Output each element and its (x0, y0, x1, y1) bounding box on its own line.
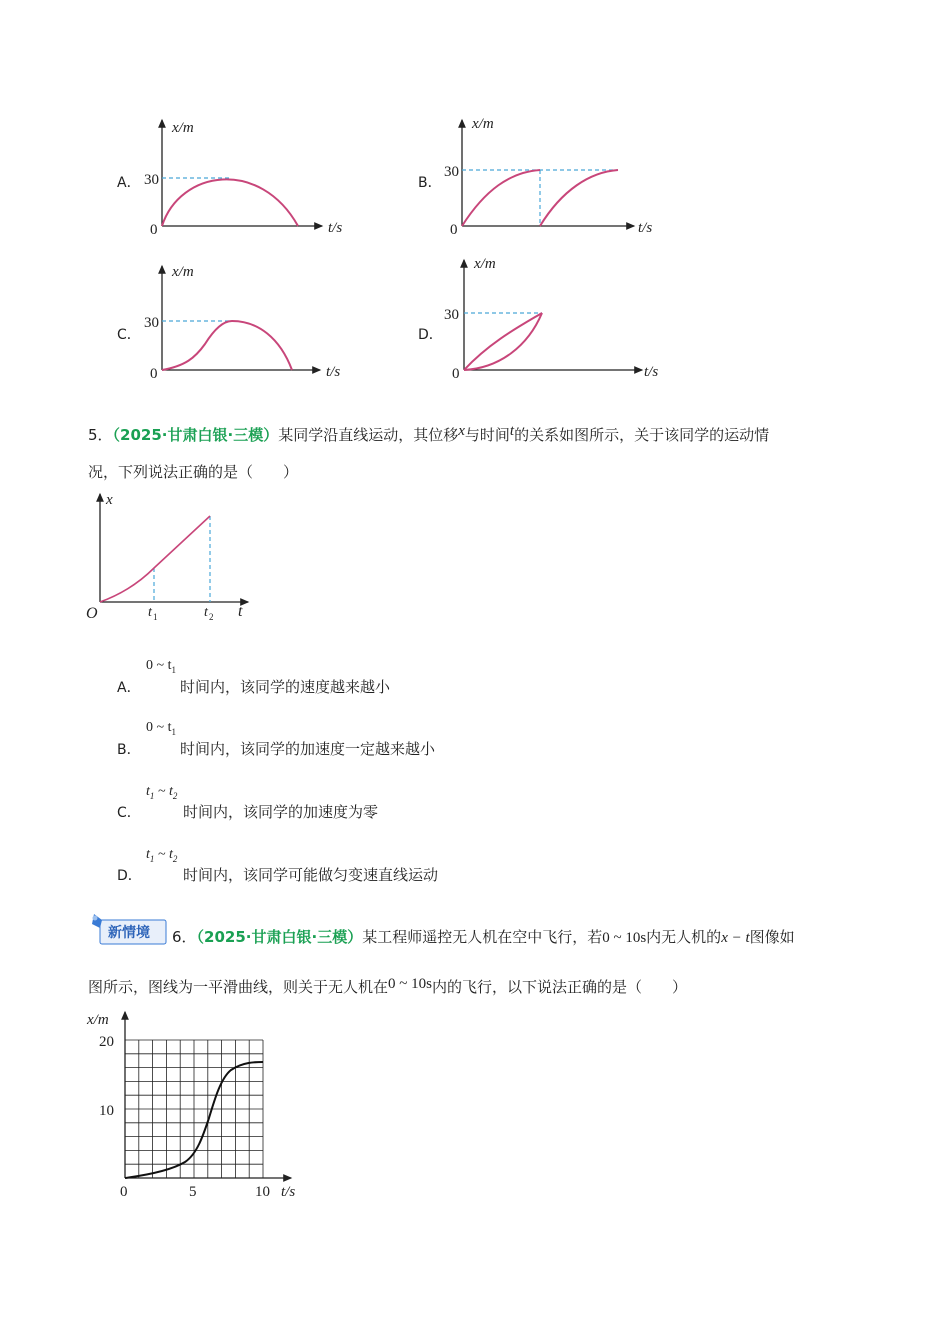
ytick-20: 20 (99, 1034, 114, 1050)
origin: 0 (150, 222, 158, 238)
xtick-5: 5 (189, 1184, 197, 1200)
q5-option-a-range: 0 ~ $t_1$ (146, 658, 176, 675)
q5-option-a-text: 时间内，该同学的速度越来越小 (180, 678, 391, 696)
q4-graph-a (140, 110, 360, 240)
curve (162, 179, 298, 226)
q5-var-x: x (458, 423, 465, 439)
q5-text-b: 与时间 (464, 426, 510, 444)
q4-graph-c (140, 258, 360, 388)
ylabel: x/m (87, 1012, 109, 1028)
ytick-10: 10 (99, 1103, 114, 1119)
curve (100, 516, 210, 602)
q5-var-t: t (509, 423, 515, 439)
q5-number: 5． (88, 426, 113, 444)
new-context-badge (88, 912, 168, 946)
ytick: 30 (144, 172, 159, 188)
q6-source: （2025·甘肃白银·三模） (196, 928, 363, 946)
q6-range: 0 ~ 10s (602, 930, 647, 946)
grid (125, 1040, 263, 1178)
q5-option-a-letter: A． (117, 680, 141, 696)
q5-stem-line1 (88, 424, 769, 447)
q6-xt: x − t (721, 930, 750, 946)
ytick: 30 (144, 315, 159, 331)
option-b-letter[interactable]: B． (418, 175, 442, 191)
xtick-10: 10 (255, 1184, 270, 1200)
t2-label: t (204, 605, 208, 620)
ylabel: x/m (472, 116, 494, 132)
q5-text-c: 的关系如图所示，关于该同学的运动情 (514, 426, 770, 444)
ylabel: x/m (474, 256, 496, 272)
ylabel: x/m (172, 264, 194, 280)
q5-option-c-letter: C． (117, 805, 141, 821)
q6-stem-line1 (172, 926, 795, 949)
q6-text-c: 图像如 (749, 928, 795, 946)
ylabel: x/m (172, 120, 194, 136)
origin: O (86, 605, 98, 622)
curve (162, 321, 292, 370)
q6-text-a: 某工程师遥控无人机在空中飞行，若 (362, 928, 603, 946)
xlabel: t/s (281, 1184, 296, 1200)
q5-option-d-range: $t_1$ ~ $t_2$ (146, 847, 178, 864)
curve-1 (462, 170, 540, 226)
option-c-letter[interactable]: C． (117, 327, 141, 343)
q4-graph-b (440, 110, 670, 240)
origin: 0 (150, 366, 158, 382)
t2-sub: 2 (209, 612, 214, 622)
q5-stem-line2: 况，下列说法正确的是（ ） (88, 463, 299, 481)
q5-source: （2025·甘肃白银·三模） (112, 426, 279, 444)
xlabel: t (238, 603, 243, 620)
t1-label: t (148, 605, 152, 620)
t1-sub: 1 (153, 612, 158, 622)
xlabel: t/s (644, 364, 659, 380)
q6-line2-b: 内的飞行，以下说法正确的是（ ） (431, 978, 687, 996)
ylabel: x (106, 492, 113, 508)
q5-option-b-text: 时间内，该同学的加速度一定越来越小 (180, 740, 436, 758)
option-d-letter[interactable]: D． (418, 327, 443, 343)
q6-text-b: 内无人机的 (646, 928, 722, 946)
q5-option-c-text: 时间内，该同学的加速度为零 (183, 803, 379, 821)
ytick: 30 (444, 307, 459, 323)
q6-graph (85, 1006, 315, 1206)
q5-option-d-text: 时间内，该同学可能做匀变速直线运动 (183, 866, 439, 884)
q5-option-b-letter: B． (117, 742, 141, 758)
curve-2 (540, 170, 618, 226)
xlabel: t/s (326, 364, 341, 380)
ytick: 30 (444, 164, 459, 180)
option-a-letter[interactable]: A． (117, 175, 141, 191)
xlabel: t/s (328, 220, 343, 236)
q6-line2-range: 0 ~ 10s (388, 976, 432, 992)
origin: 0 (450, 222, 458, 238)
q6-stem-line2 (88, 976, 687, 999)
q5-graph (80, 488, 260, 628)
xlabel: t/s (638, 220, 653, 236)
xtick-0: 0 (120, 1184, 128, 1200)
curve-lower (464, 313, 542, 370)
q4-graph-d (440, 250, 670, 385)
q6-number: 6． (172, 928, 197, 946)
q5-option-c-range: $t_1$ ~ $t_2$ (146, 784, 178, 801)
badge-text: 新情境 (108, 925, 150, 941)
origin: 0 (452, 366, 460, 382)
curve-upper (464, 313, 542, 370)
q5-text-a: 某同学沿直线运动，其位移 (278, 426, 459, 444)
q6-line2-a: 图所示，图线为一平滑曲线，则关于无人机在 (88, 978, 389, 996)
q5-option-b-range: 0 ~ $t_1$ (146, 720, 176, 737)
q5-option-d-letter: D． (117, 868, 142, 884)
